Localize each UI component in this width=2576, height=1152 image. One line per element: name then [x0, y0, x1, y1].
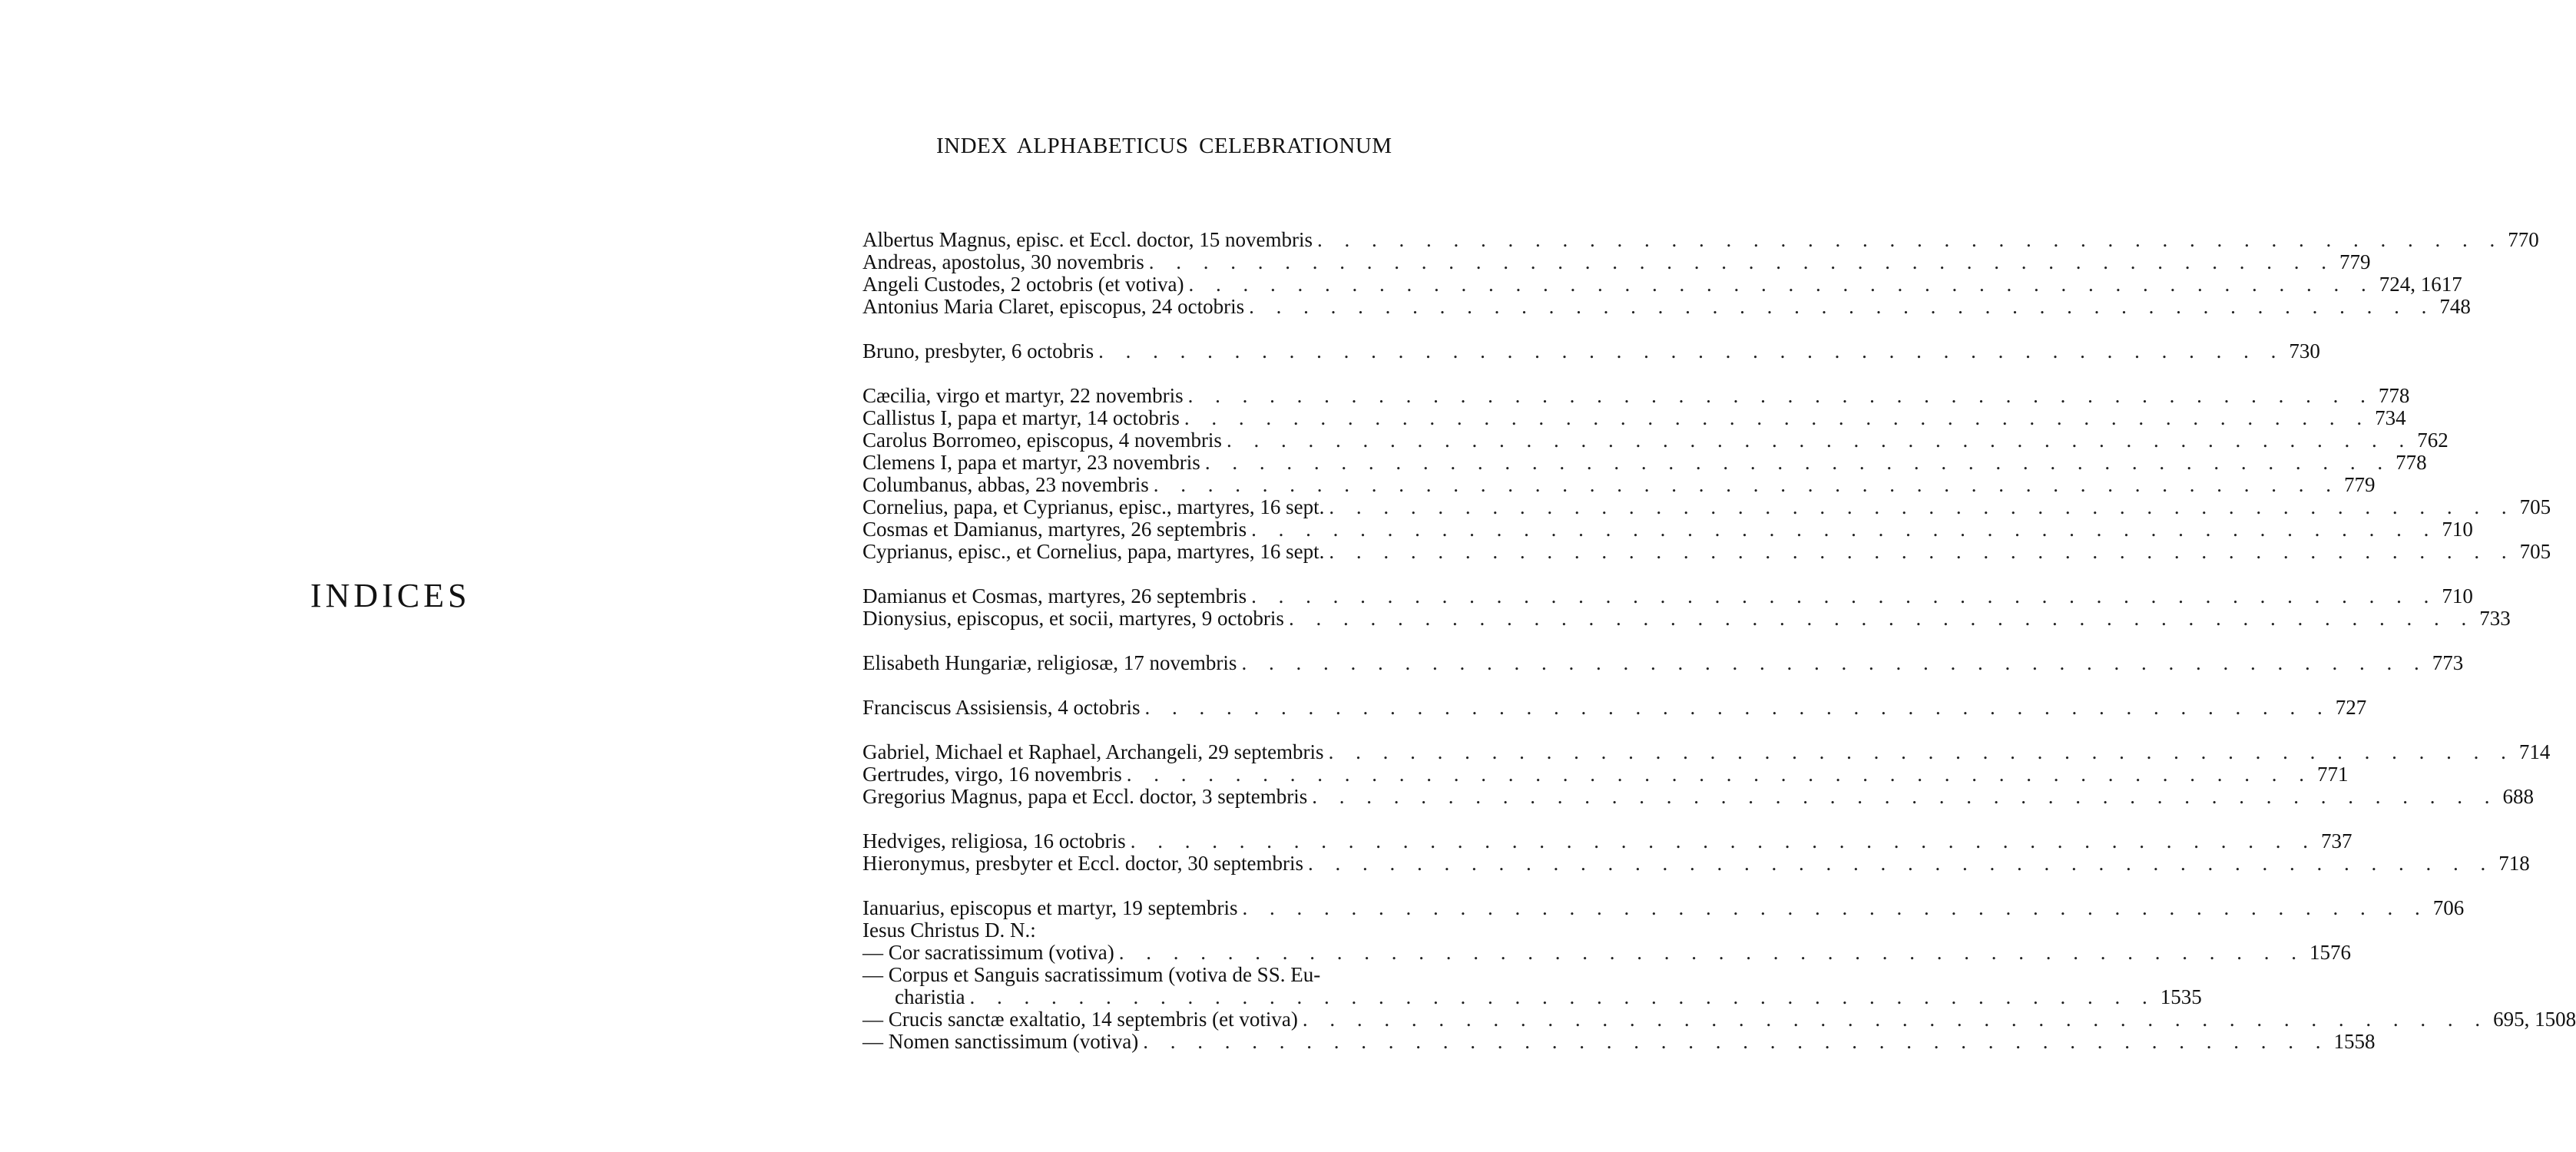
entry-page-number: 705	[2519, 495, 2551, 518]
index-entry	[863, 250, 2371, 273]
group-gap	[863, 362, 1500, 385]
entry-text: Iesus Christus D. N.:	[863, 919, 1036, 942]
entry-text: Gabriel, Michael et Raphael, Archangeli, 29 septembris	[863, 740, 1324, 763]
group-gap	[863, 630, 1500, 652]
index-entry	[863, 985, 2202, 1008]
group-gap	[863, 875, 1500, 897]
group-gap	[863, 318, 1500, 340]
entry-text: Cornelius, papa, et Cyprianus, episc., martyres, 16 sept.	[863, 495, 1325, 518]
dot-leader: . . . . . . . . . . . . . . . . . . . . . . . . . . . . . . . . . . . . . . . . . . . .	[1242, 896, 2429, 919]
index-entry	[863, 651, 2464, 674]
index-entry	[863, 941, 2351, 964]
dot-leader: . . . . . . . . . . . . . . . . . . . . . . . . . . . . . . . . . . . . . . . . . . . .	[1130, 829, 2316, 852]
index-entry	[863, 518, 2473, 541]
group-gap	[863, 808, 1500, 830]
index-entry	[863, 919, 1500, 942]
entry-page-number: 770	[2508, 228, 2539, 251]
entry-text: Callistus I, papa et martyr, 14 octobris	[863, 406, 1180, 429]
left-page	[0, 0, 776, 1152]
dot-leader: . . . . . . . . . . . . . . . . . . . . . . . . . . . . . . . . . . . . . . . . . . . .	[1288, 607, 2475, 630]
dot-leader: . . . . . . . . . . . . . . . . . . . . . . . . . . . . . . . . . . . . . . . . . . . .	[1249, 295, 2435, 318]
entry-text: Ianuarius, episcopus et martyr, 19 septembris	[863, 896, 1238, 919]
entry-page-number: 762	[2417, 429, 2449, 452]
dot-leader: . . . . . . . . . . . . . . . . . . . . . . . . . . . . . . . . . . . . . . . . . . . .	[1148, 250, 2335, 273]
dot-leader: . . . . . . . . . . . . . . . . . . . . . . . . . . . . . . . . . . . . . . . . . . . .	[1241, 651, 2428, 674]
index-entry	[863, 540, 2551, 563]
entry-page-number: 695, 1508	[2493, 1008, 2576, 1031]
dot-leader: . . . . . . . . . . . . . . . . . . . . . . . . . . . . . . . . . . . . . . . . . . . .	[1126, 763, 2313, 786]
index-title: INDEX ALPHABETICUS CELEBRATIONUM	[936, 134, 1392, 158]
entry-page-number: 737	[2320, 829, 2353, 852]
entry-page-number: 710	[2442, 518, 2473, 541]
entry-text: charistia	[895, 985, 965, 1008]
entry-text: Dionysius, episcopus, et socii, martyres, 9 octobris	[863, 607, 1284, 630]
index-entry	[863, 406, 2406, 429]
dot-leader: . . . . . . . . . . . . . . . . . . . . . . . . . . . . . . . . . . . . . . . . . . . .	[1329, 495, 2515, 518]
entry-page-number: 710	[2442, 584, 2473, 607]
index-entry	[863, 607, 2511, 630]
entry-page-number: 779	[2343, 473, 2376, 496]
entry-page-number: 779	[2339, 250, 2371, 273]
dot-leader: . . . . . . . . . . . . . . . . . . . . . . . . . . . . . . . . . . . . . . . . . . . .	[1204, 451, 2392, 474]
entry-text: Cæcilia, virgo et martyr, 22 novembris	[863, 384, 1184, 407]
dot-leader: . . . . . . . . . . . . . . . . . . . . . . . . . . . . . . . . . . . . . . . . . . . .	[1302, 1008, 2489, 1031]
dot-leader: . . . . . . . . . . . . . . . . . . . . . . . . . . . . . . . . . . . . . . . . . . . .	[1312, 785, 2498, 808]
index-entry	[863, 339, 2320, 362]
entry-text: Bruno, presbyter, 6 octobris	[863, 339, 1094, 362]
index-entry	[863, 785, 2535, 808]
index-entry	[863, 429, 2449, 452]
entry-page-number: 778	[2396, 451, 2427, 474]
index-entry	[863, 451, 2427, 474]
index-entry	[863, 295, 2471, 318]
dot-leader: . . . . . . . . . . . . . . . . . . . . . . . . . . . . . . . . . . . . . . . . . . . .	[1317, 228, 2504, 251]
index-entry	[863, 1030, 2376, 1053]
entry-text: Franciscus Assisiensis, 4 octobris	[863, 696, 1141, 719]
entry-text: Andreas, apostolus, 30 novembris	[863, 250, 1144, 273]
entry-text: — Crucis sanctæ exaltatio, 14 septembris (et votiva)	[863, 1008, 1298, 1031]
index-entry	[863, 1008, 2576, 1031]
entry-page-number: 724, 1617	[2379, 273, 2462, 296]
entry-page-number: 778	[2378, 384, 2410, 407]
index-entry	[863, 852, 2530, 875]
dot-leader: . . . . . . . . . . . . . . . . . . . . . . . . . . . . . . . . . . . . . . . . . . . .	[1308, 852, 2495, 875]
index-list	[863, 228, 2576, 1053]
dot-leader: . . . . . . . . . . . . . . . . . . . . . . . . . . . . . . . . . . . . . . . . . . . .	[1098, 339, 2285, 362]
index-entry	[863, 829, 2353, 852]
index-entry	[863, 495, 2551, 518]
index-entry	[863, 964, 1500, 986]
entry-text: Gertrudes, virgo, 16 novembris	[863, 763, 1122, 786]
index-entry	[863, 273, 2462, 296]
entry-page-number: 730	[2289, 339, 2320, 362]
group-gap	[863, 563, 1500, 585]
index-entry	[863, 763, 2349, 786]
right-page	[776, 0, 2576, 1152]
entry-page-number: 733	[2479, 607, 2511, 630]
entry-page-number: 773	[2432, 651, 2464, 674]
group-gap	[863, 719, 1500, 741]
entry-page-number: 771	[2316, 763, 2349, 786]
entry-page-number: 748	[2439, 295, 2471, 318]
dot-leader: . . . . . . . . . . . . . . . . . . . . . . . . . . . . . . . . . . . . . . . . . . . .	[1144, 696, 2331, 719]
entry-text: — Cor sacratissimum (votiva)	[863, 941, 1114, 964]
entry-page-number: 706	[2432, 896, 2465, 919]
index-entry	[863, 896, 2465, 919]
entry-text: — Corpus et Sanguis sacratissimum (votiva de SS. Eu-	[863, 963, 1321, 986]
entry-text: Columbanus, abbas, 23 novembris	[863, 473, 1149, 496]
dot-leader: . . . . . . . . . . . . . . . . . . . . . . . . . . . . . . . . . . . . . . . . . . . .	[1329, 540, 2515, 563]
entry-text: Albertus Magnus, episc. et Eccl. doctor, 15 novembris	[863, 228, 1313, 251]
dot-leader: . . . . . . . . . . . . . . . . . . . . . . . . . . . . . . . . . . . . . . . . . . . .	[1153, 473, 2339, 496]
entry-text: Gregorius Magnus, papa et Eccl. doctor, 3 septembris	[863, 785, 1308, 808]
entry-page-number: 1576	[2309, 941, 2351, 964]
entry-text: Antonius Maria Claret, episcopus, 24 octobris	[863, 295, 1245, 318]
entry-text: Cyprianus, episc., et Cornelius, papa, martyres, 16 sept.	[863, 540, 1325, 563]
entry-page-number: 1558	[2333, 1030, 2376, 1053]
entry-text: Angeli Custodes, 2 octobris (et votiva)	[863, 273, 1184, 296]
entry-page-number: 1535	[2160, 985, 2202, 1008]
entry-page-number: 688	[2502, 785, 2535, 808]
dot-leader: . . . . . . . . . . . . . . . . . . . . . . . . . . . . . . . . . . . . . . . . . . . .	[1251, 518, 2438, 541]
entry-text: Cosmas et Damianus, martyres, 26 septembris	[863, 518, 1247, 541]
dot-leader: . . . . . . . . . . . . . . . . . . . . . . . . . . . . . . . . . . . . . . . . . . . .	[1251, 584, 2438, 607]
index-entry	[863, 584, 2473, 607]
dot-leader: . . . . . . . . . . . . . . . . . . . . . . . . . . . . . . . . . . . . . . . . . . . .	[1188, 273, 2375, 296]
index-entry	[863, 473, 2376, 496]
dot-leader: . . . . . . . . . . . . . . . . . . . . . . . . . . . . . . . . . . . . . . . . . . . .	[1118, 941, 2305, 964]
dot-leader: . . . . . . . . . . . . . . . . . . . . . . . . . . . . . . . . . . . . . . . . . . . .	[1187, 384, 2374, 407]
index-entry	[863, 384, 2410, 407]
group-gap	[863, 674, 1500, 697]
entry-page-number: 727	[2335, 696, 2367, 719]
entry-page-number: 705	[2519, 540, 2551, 563]
entry-text: Carolus Borromeo, episcopus, 4 novembris	[863, 429, 1222, 452]
entry-text: Damianus et Cosmas, martyres, 26 septembris	[863, 584, 1247, 607]
dot-leader: . . . . . . . . . . . . . . . . . . . . . . . . . . . . . . . . . . . . . . . . . . . .	[1184, 406, 2371, 429]
entry-text: Hieronymus, presbyter et Eccl. doctor, 30 septembris	[863, 852, 1304, 875]
section-title: INDICES	[310, 577, 471, 614]
entry-text: Clemens I, papa et martyr, 23 novembris	[863, 451, 1200, 474]
entry-text: Elisabeth Hungariæ, religiosæ, 17 novembris	[863, 651, 1237, 674]
index-entry	[863, 696, 2367, 719]
entry-page-number: 718	[2498, 852, 2530, 875]
dot-leader: . . . . . . . . . . . . . . . . . . . . . . . . . . . . . . . . . . . . . . . . . . . .	[1328, 740, 2515, 763]
dot-leader: . . . . . . . . . . . . . . . . . . . . . . . . . . . . . . . . . . . . . . . . . . . .	[1226, 429, 2413, 452]
index-entry	[863, 228, 2539, 251]
entry-text: Hedviges, religiosa, 16 octobris	[863, 829, 1126, 852]
entry-page-number: 714	[2518, 740, 2551, 763]
index-entry	[863, 740, 2551, 763]
dot-leader: . . . . . . . . . . . . . . . . . . . . . . . . . . . . . . . . . . . . . . . . . . . .	[969, 985, 2156, 1008]
entry-text: — Nomen sanctissimum (votiva)	[863, 1030, 1139, 1053]
dot-leader: . . . . . . . . . . . . . . . . . . . . . . . . . . . . . . . . . . . . . . . . . . . .	[1143, 1030, 2329, 1053]
entry-page-number: 734	[2375, 406, 2406, 429]
